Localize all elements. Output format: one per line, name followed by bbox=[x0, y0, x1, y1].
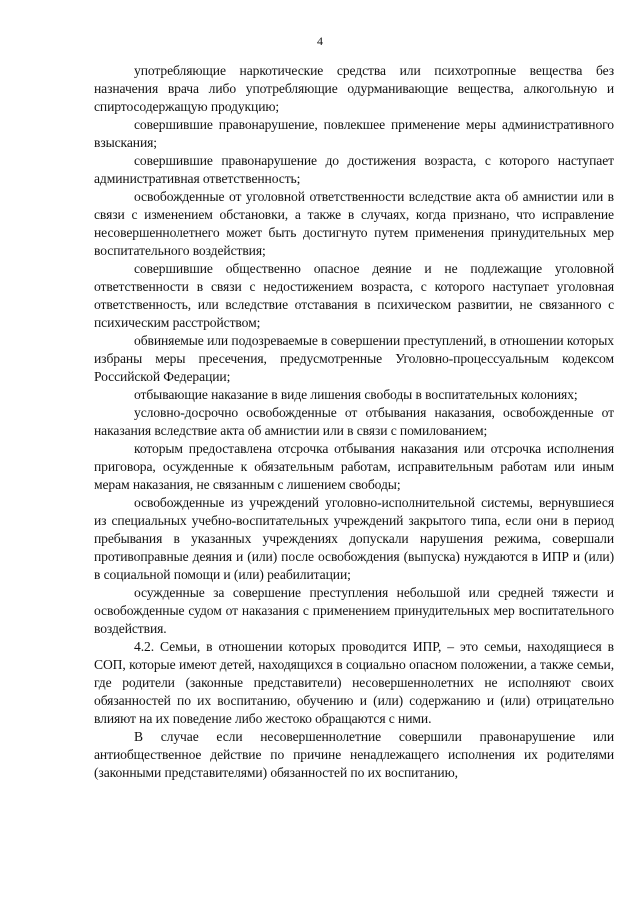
paragraph: которым предоставлена отсрочка отбывания наказания или отсрочка исполнения приговора, осужденные к обязательным работам, исправительным работам или иным мерам наказания, не связанным с лишением свободы; bbox=[94, 441, 614, 492]
section-paragraph: 4.2. Семьи, в отношении которых проводится ИПР, – это семьи, находящиеся в СОП, которые имеют детей, находящихся в социально опасном положении, а также семьи, где родители (законные представители) несовершеннолетних не исполняют своих обязанностей по их воспитанию, обучению и (или) содержанию и (или) отрицательно влияют на их поведение либо жестоко обращаются с ними. bbox=[94, 639, 614, 726]
paragraph: В случае если несовершеннолетние совершили правонарушение или антиобщественное действие по причине ненадлежащего исполнения их родителями (законными представителями) обязанностей по их воспитанию, bbox=[94, 729, 614, 780]
paragraph: совершившие правонарушение до достижения возраста, с которого наступает административная ответственность; bbox=[94, 153, 614, 186]
page-number: 4 bbox=[317, 34, 323, 48]
paragraph: обвиняемые или подозреваемые в совершении преступлений, в отношении которых избраны меры пресечения, предусмотренные Уголовно-процессуальным кодексом Российской Федерации; bbox=[94, 333, 614, 384]
paragraph: освобожденные из учреждений уголовно-исполнительной системы, вернувшиеся из специальных учебно-воспитательных учреждений закрытого типа, если они в период пребывания в указанных учреждениях допускали нарушения режима, совершали противоправные деяния и (или) после освобождения (выпуска) нуждаются в ИПР и (или) в социальной помощи и (или) реабилитации; bbox=[94, 495, 614, 582]
paragraph: совершившие общественно опасное деяние и не подлежащие уголовной ответственности в связи с недостижением возраста, с которого наступает уголовная ответственность, или вследствие отставания в психическом развитии, не связанного с психическим расстройством; bbox=[94, 261, 614, 330]
paragraph: условно-досрочно освобожденные от отбывания наказания, освобожденные от наказания вследствие акта об амнистии или в связи с помилованием; bbox=[94, 405, 614, 438]
paragraph: осужденные за совершение преступления небольшой или средней тяжести и освобожденные судом от наказания с применением принудительных мер воспитательного воздействия. bbox=[94, 585, 614, 636]
document-body bbox=[94, 62, 614, 782]
paragraph: совершившие правонарушение, повлекшее применение меры административного взыскания; bbox=[94, 117, 614, 150]
paragraph: отбывающие наказание в виде лишения свободы в воспитательных колониях; bbox=[134, 387, 578, 402]
paragraph: употребляющие наркотические средства или психотропные вещества без назначения врача либо употребляющие одурманивающие вещества, алкогольную и спиртосодержащую продукцию; bbox=[94, 63, 614, 114]
paragraph: освобожденные от уголовной ответственности вследствие акта об амнистии или в связи с изменением обстановки, а также в случаях, когда признано, что исправление несовершеннолетнего может быть достигнуто путем применения принудительных мер воспитательного воздействия; bbox=[94, 189, 614, 258]
